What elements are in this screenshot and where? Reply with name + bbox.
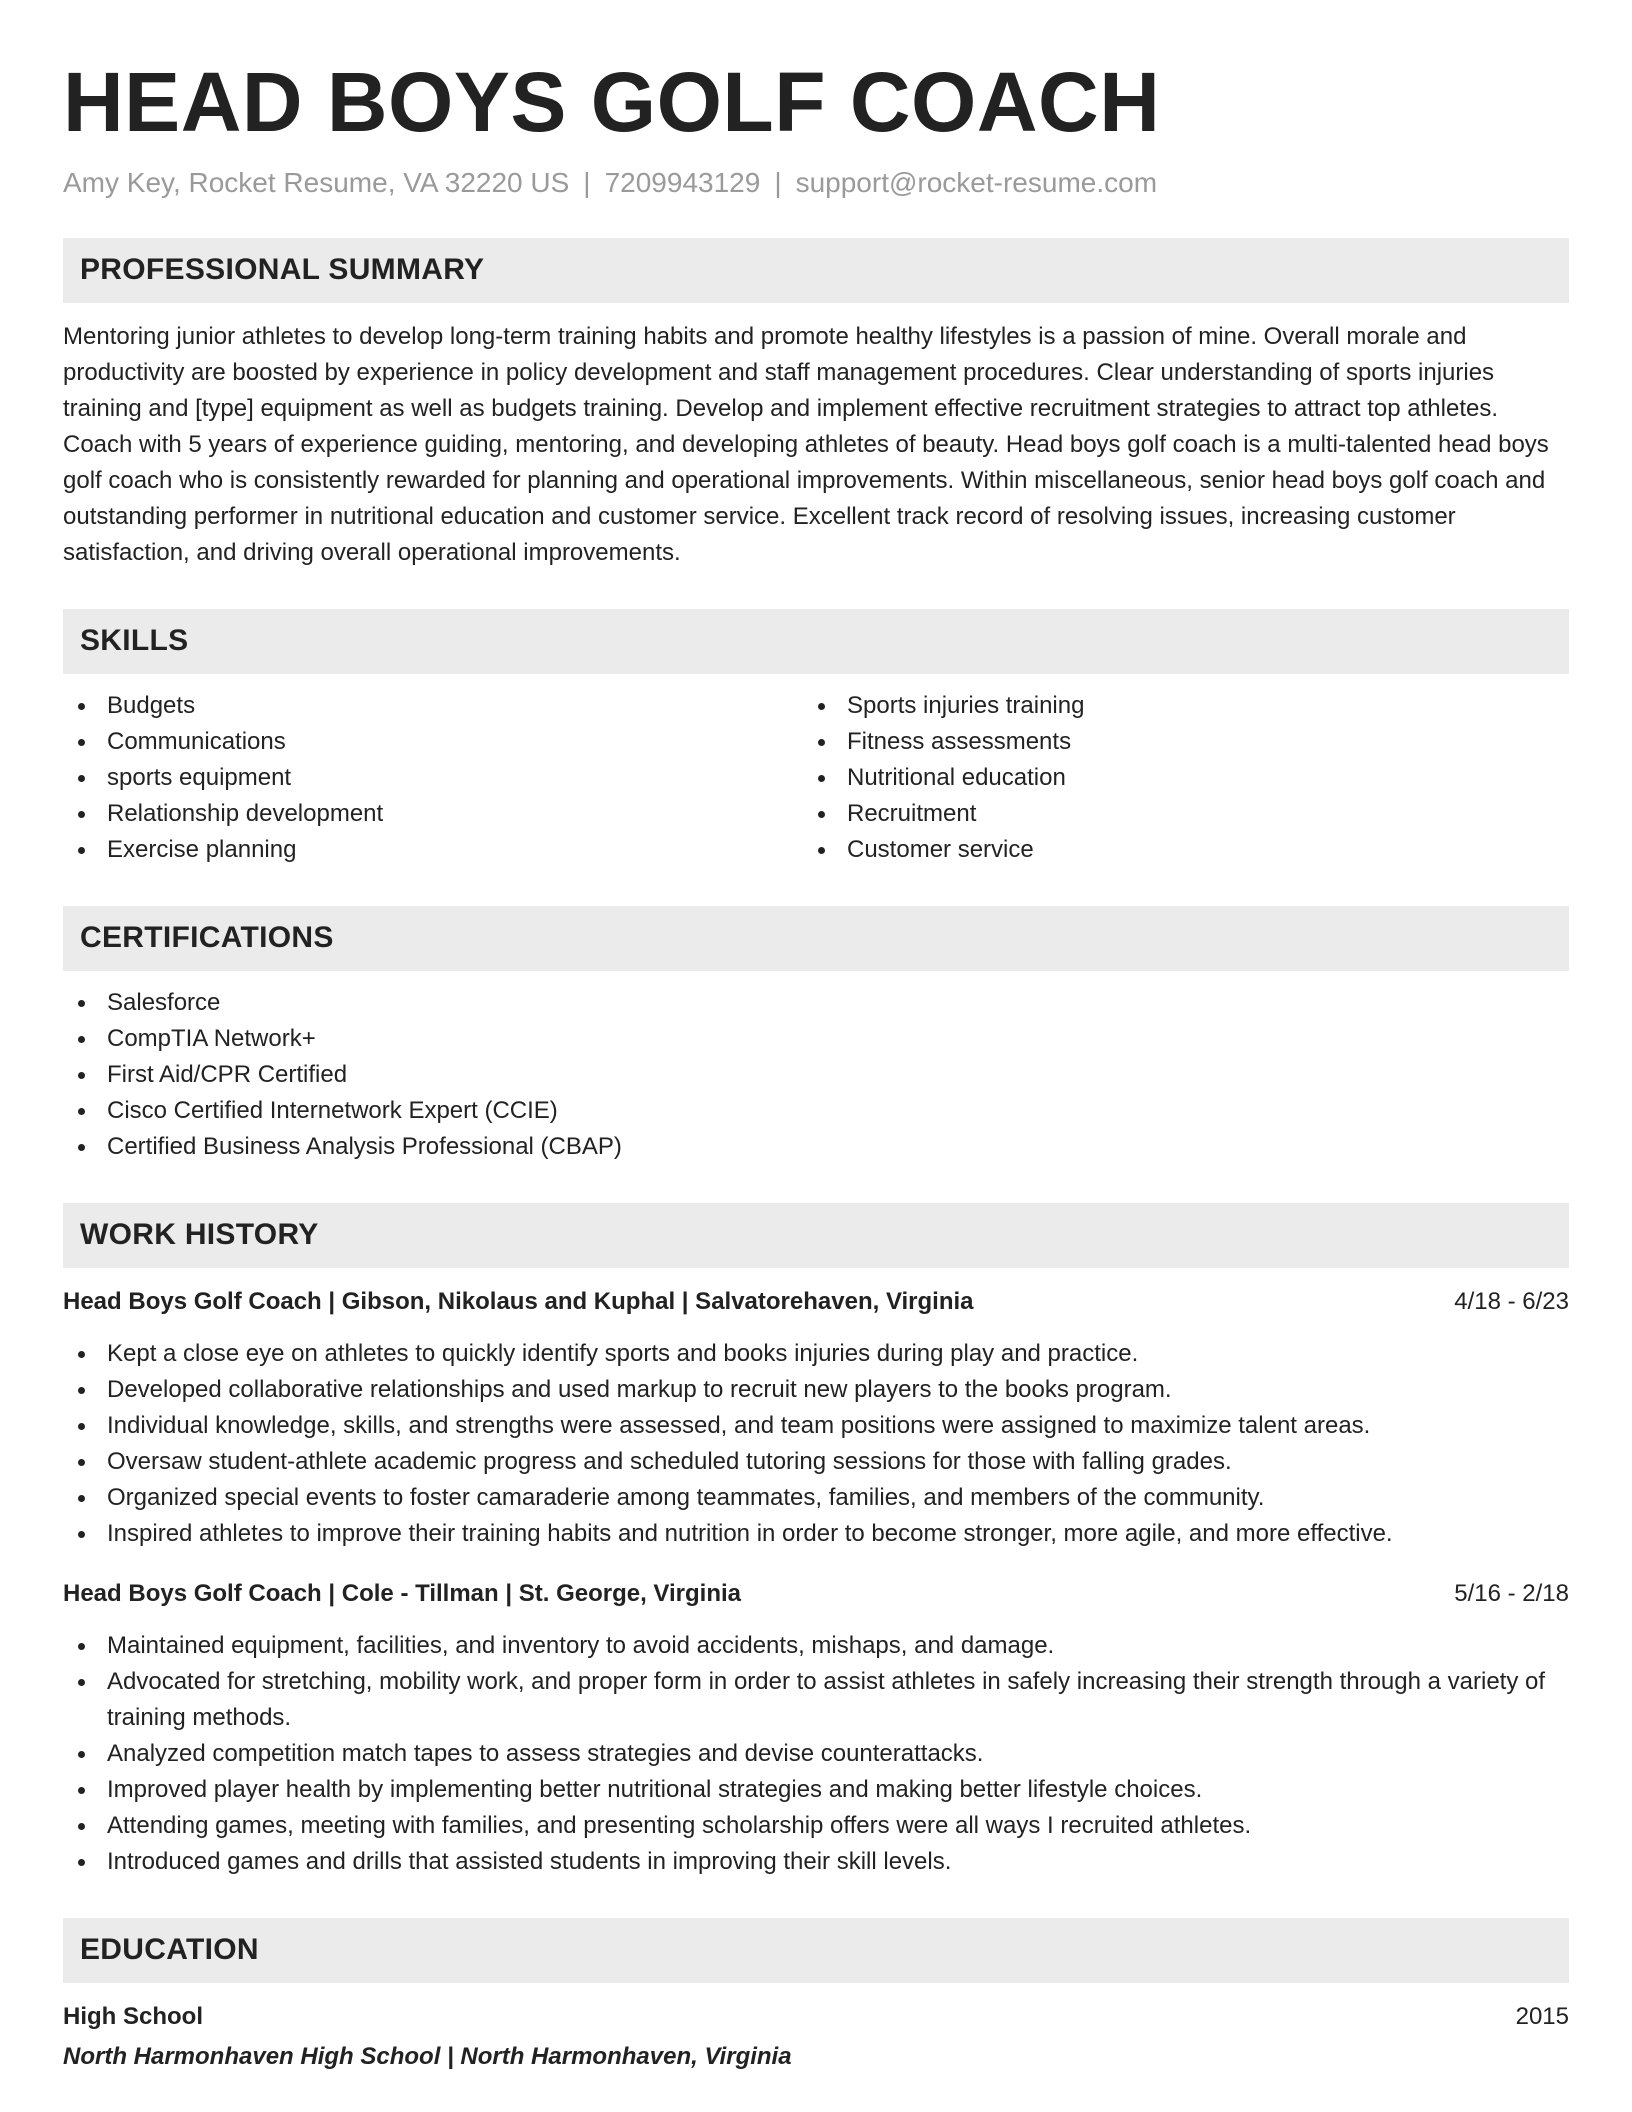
certification-item: First Aid/CPR Certified [63,1057,1569,1093]
skill-item: Nutritional education [803,760,1543,796]
skill-item: Customer service [803,832,1543,868]
skills-list-left [63,688,803,868]
skill-item: Budgets [63,688,803,724]
certification-item: Salesforce [63,985,1569,1021]
certification-item: Certified Business Analysis Professional (CBAP) [63,1129,1569,1165]
resume-name: HEAD BOYS GOLF COACH [63,55,1161,149]
certification-item: CompTIA Network+ [63,1021,1569,1057]
contact-separator: | [583,167,591,198]
skill-item: Relationship development [63,796,803,832]
job-bullet: Maintained equipment, facilities, and inventory to avoid accidents, mishaps, and damage. [63,1628,1569,1664]
job-bullet: Oversaw student-athlete academic progress and scheduled tutoring sessions for those with falling grades. [63,1444,1569,1480]
section-header-skills: SKILLS [63,609,1569,674]
skill-item: Fitness assessments [803,724,1543,760]
job-bullet: Kept a close eye on athletes to quickly identify sports and books injuries during play and practice. [63,1336,1569,1372]
section-header-certifications: CERTIFICATIONS [63,906,1569,971]
summary-text: Mentoring junior athletes to develop long-term training habits and promote healthy lifestyles is a passion of mine. Overall morale and productivity are boosted by experience in policy development and staff management procedures. Clear understanding of sports injuries training and [type] equipment as well as budgets training. Develop and implement effective recruitment strategies to attract top athletes. Coach with 5 years of experience guiding, mentoring, and developing athletes of beauty. Head boys golf coach is a multi-talented head boys golf coach who is consistently rewarded for planning and operational improvements. Within miscellaneous, senior head boys golf coach and outstanding performer in nutritional education and customer service. Excellent track record of resolving issues, increasing customer satisfaction, and driving overall operational improvements. [63,322,1549,566]
education-school: North Harmonhaven High School | North Harmonhaven, Virginia [63,2042,792,2070]
job-bullet: Organized special events to foster camaraderie among teammates, families, and members of the community. [63,1480,1569,1516]
contact-line [63,166,1569,200]
job-bullet: Improved player health by implementing better nutritional strategies and making better lifestyle choices. [63,1772,1569,1808]
job-bullet: Attending games, meeting with families, and presenting scholarship offers were all ways I recruited athletes. [63,1808,1569,1844]
job-title: Head Boys Golf Coach | Gibson, Nikolaus and Kuphal | Salvatorehaven, Virginia [63,1287,974,1315]
section-header-education: EDUCATION [63,1918,1569,1983]
contact-email: support@rocket-resume.com [795,167,1158,198]
job-header [63,1284,1569,1320]
job-bullets [63,1628,1569,1880]
certifications-list [63,985,1569,1165]
education-year: 2015 [1515,2002,1569,2030]
section-header-work-history: WORK HISTORY [63,1203,1569,1268]
skill-item: sports equipment [63,760,803,796]
skill-item: Communications [63,724,803,760]
education-header [63,1999,1569,2035]
job-bullet: Inspired athletes to improve their training habits and nutrition in order to become stronger, more agile, and more effective. [63,1516,1569,1552]
job-dates: 5/16 - 2/18 [1454,1579,1569,1607]
job-bullet: Introduced games and drills that assisted students in improving their skill levels. [63,1844,1569,1880]
job-bullet: Analyzed competition match tapes to assess strategies and devise counterattacks. [63,1736,1569,1772]
skill-item: Recruitment [803,796,1543,832]
job-header [63,1576,1569,1612]
job-title: Head Boys Golf Coach | Cole - Tillman | St. George, Virginia [63,1579,742,1607]
certification-item: Cisco Certified Internetwork Expert (CCIE) [63,1093,1569,1129]
skill-item: Exercise planning [63,832,803,868]
job-bullet: Developed collaborative relationships and used markup to recruit new players to the books program. [63,1372,1569,1408]
skills-grid [63,688,1569,868]
skills-list-right [803,688,1543,868]
skill-item: Sports injuries training [803,688,1543,724]
job-bullet: Advocated for stretching, mobility work, and proper form in order to assist athletes in safely increasing their strength through a variety of training methods. [63,1664,1569,1736]
job-dates: 4/18 - 6/23 [1454,1287,1569,1315]
contact-separator: | [774,167,782,198]
job-bullets [63,1336,1569,1552]
section-header-summary: PROFESSIONAL SUMMARY [63,238,1569,303]
contact-phone: 7209943129 [604,167,761,198]
contact-address: Amy Key, Rocket Resume, VA 32220 US [63,167,570,198]
education-degree: High School [63,2002,203,2030]
job-bullet: Individual knowledge, skills, and strengths were assessed, and team positions were assigned to maximize talent areas. [63,1408,1569,1444]
